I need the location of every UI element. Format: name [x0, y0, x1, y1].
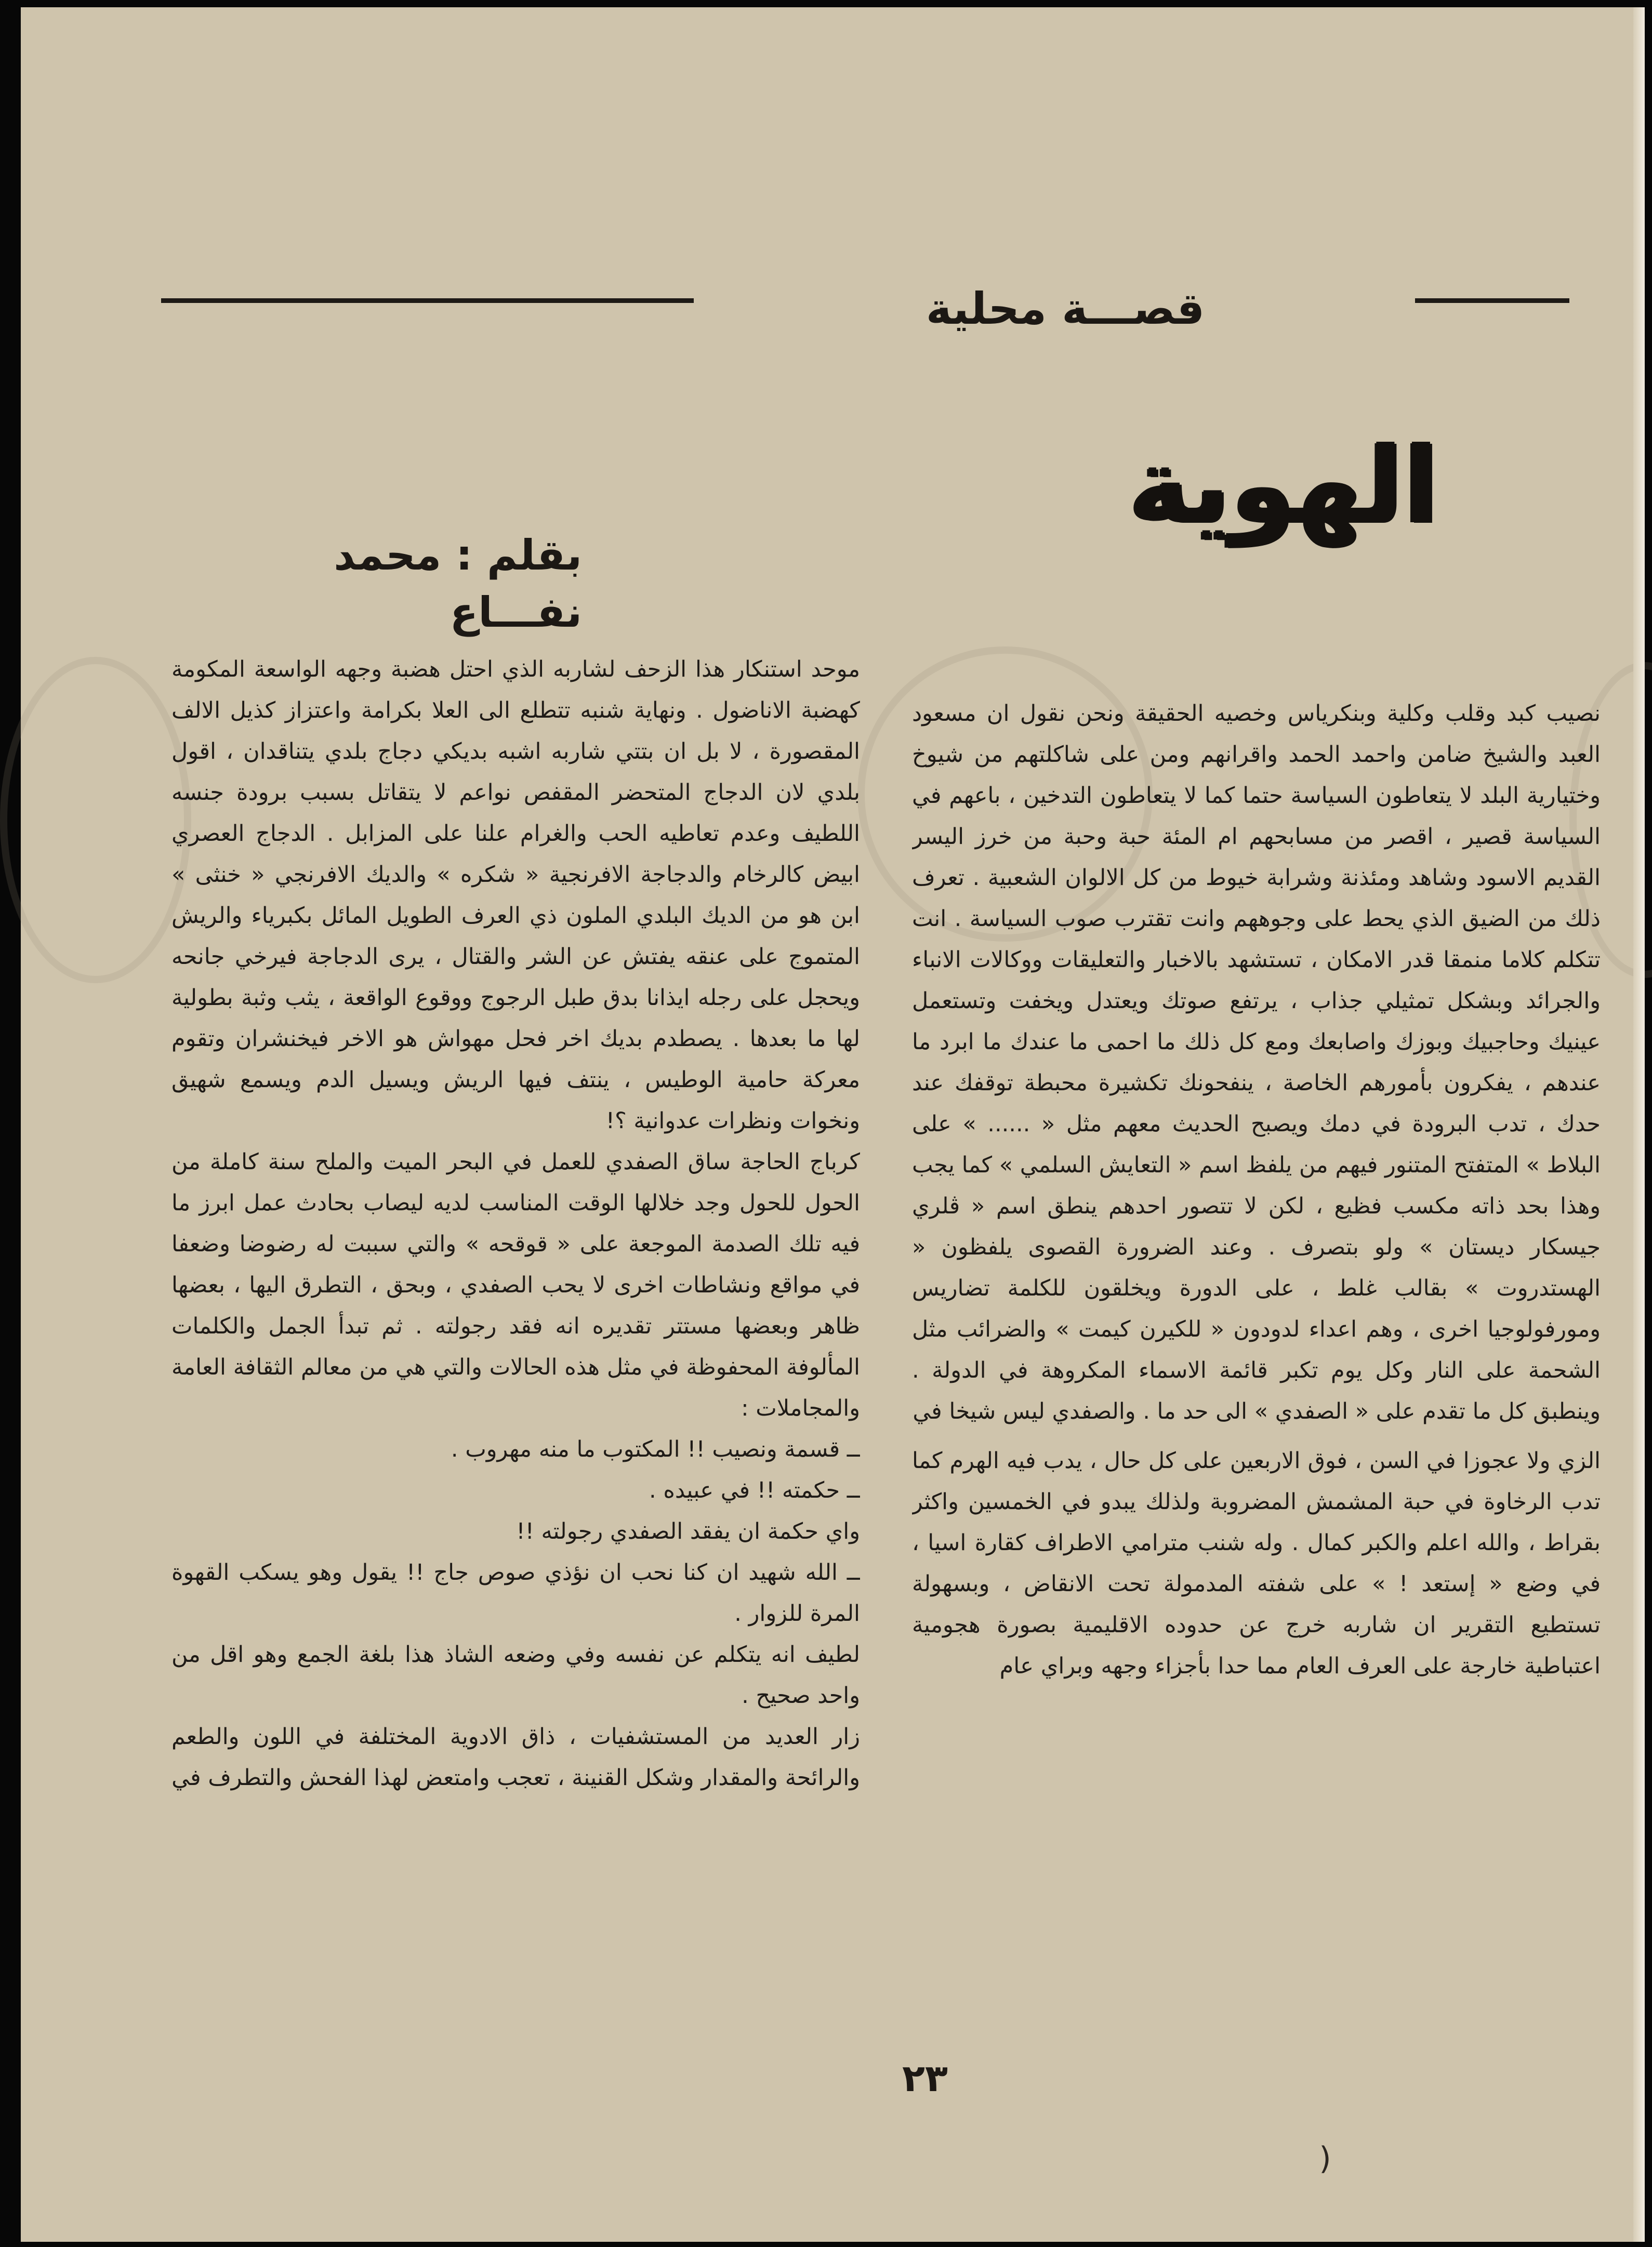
article-column-right: [912, 693, 1601, 2024]
article-title: الهوية: [1128, 425, 1439, 546]
dialogue-line: ــ قسمة ونصيب !! المكتوب ما منه مهروب .: [451, 1436, 860, 1462]
author-byline: بقلم : محمد نفـــاع: [334, 531, 582, 637]
dialogue-line: ــ حكمته !! في عبيده .: [649, 1477, 860, 1503]
article-column-left: [171, 649, 860, 2026]
paragraph: كرباج الحاجة ساق الصفدي للعمل في البحر الميت والملح سنة كاملة من الحول للحول وجد خلالها الوقت المناسب لديه ليصاب بحادث عمل ابرز ما فيه تلك الصدمة الموجعة على « قوقحه » والتي سببت له رضوضا وضعفا في مواقع ونشاطات اخرى لا يحب الصفدي ، وبحق ، التطرق اليها ، بعضها ظاهر وبعضها مستتر تقديره انه فقد رجولته . ثم تبدأ الجمل والكلمات المألوفة المحفوظة في مثل هذه الحالات والتي هي من معالم الثقافة العامة والمجاملات :: [171, 1149, 860, 1421]
header-rule-right: [1415, 298, 1569, 303]
dialogue-line: واي حكمة ان يفقد الصفدي رجولته !!: [516, 1518, 860, 1544]
header-rule-left: [161, 298, 694, 303]
dialogue-line: ــ الله شهيد ان كنا نحب ان نؤذي صوص جاج !! يقول وهو يسكب القهوة المرة للزوار .: [171, 1559, 860, 1627]
paragraph: الزي ولا عجوزا في السن ، فوق الاربعين على كل حال ، يدب فيه الهرم كما تدب الرخاوة في حبة المشمش المضروبة ولذلك يبدو في الخمسين واكثر بقراط ، والله اعلم والكبر كمال . وله شنب مترامي الاطراف كقارة اسيا ، في وضع « إستعد ! » على شفته المدمولة تحت الانقاض ، وبسهولة تستطيع التقرير ان شاربه خرج عن حدوده الاقليمية بصورة هجومية اعتباطية خارجة على العرف العام مما حدا بأجزاء وجهه وبراي عام: [912, 1448, 1601, 1679]
page-edge: [1633, 7, 1645, 2242]
paragraph: نصيب كبد وقلب وكلية وبنكرياس وخصيه الحقيقة ونحن نقول ان مسعود العبد والشيخ ضامن واحمد الحمد واقرانهم ومن على شاكلتهم من شيوخ وختيارية البلد لا يتعاطون السياسة حتما كما لا يتعاطون التدخين ، باعهم في السياسة قصير ، اقصر من مسابحهم ام المئة حبة وحبة من خرز اليسر القديم الاسود وشاهد ومئذنة وشرابة خيوط من كل الالوان الشعبية . تعرف ذلك من الضيق الذي يحط على وجوههم وانت تقترب صوب السياسة . انت تتكلم كلاما منمقا قدر الامكان ، تستشهد بالاخبار والتعليقات ووكالات الانباء والجرائد وبشكل تمثيلي جذاب ، يرتفع صوتك ويعتدل ويخفت وتستعمل عينيك وحاجبيك وبوزك واصابعك ومع كل ذلك ما احمى ما عندك ما ابرد ما عندهم ، يفكرون بأمورهم الخاصة ، ينفحونك تكشيرة محبطة توقفك عند حدك ، تدب البرودة في دمك ويصبح الحديث معهم مثل « ...... » على البلاط » المتفتح المتنور فيهم من يلفظ اسم « التعايش السلمي » كما يجب وهذا بحد ذاته مكسب فظيع ، لكن لا تتصور احدهم ينطق اسم « ڤلري جيسكار ديستان » ولو بتصرف . وعند الضرورة القصوى يلفظون « الهستدروت » بقالب غلط ، على الدورة ويخلقون للكلمة تضاريس ومورفولوجيا اخرى ، وهم اعداء لدودون « للكيرن كيمت » والضرائب مثل الشحمة على النار وكل يوم تكبر قائمة الاسماء المكروهة في الدولة . وينطبق كل ما تقدم على « الصفدي » الى حد ما . والصفدي ليس شيخا في: [912, 700, 1601, 1424]
paragraph: زار العديد من المستشفيات ، ذاق الادوية المختلفة في اللون والطعم والرائحة والمقدار وشكل القنينة ، تعجب وامتعض لهذا الفحش والتطرف في: [171, 1724, 860, 1791]
magazine-page: [21, 7, 1645, 2242]
paragraph: لطيف انه يتكلم عن نفسه وفي وضعه الشاذ هذا بلغة الجمع وهو اقل من واحد صحيح .: [171, 1642, 860, 1709]
paragraph: موحد استنكار هذا الزحف لشاربه الذي احتل هضبة وجهه الواسعة المكومة كهضبة الاناضول . ونهاية شنبه تتطلع الى العلا بكرامة واعتزاز كذيل الالف المقصورة ، لا بل ان بتتي شاربه اشبه بديكي دجاج بلدي يتناقدان ، اقول بلدي لان الدجاج المتحضر المقفص نواعم لا يتقاتل بسبب برودة جنسه اللطيف وعدم تعاطيه الحب والغرام علنا على المزابل . الدجاج العصري ابيض كالرخام والدجاجة الافرنجية « شكره » والديك الافرنجي « خنثى » ابن هو من الديك البلدي الملون ذي العرف الطويل المائل بكبرياء والريش المتموج على عنقه يفتش عن الشر والقتال ، يرى الدجاجة فيرخي جانحه ويحجل على رجله ايذانا بدق طبل الرجوج ووقوع الواقعة ، يثب وثبة بطولية لها ما بعدها . يصطدم بديك اخر فحل مهواش هو الاخر فيخنشران وتقوم معركة حامية الوطيس ، ينتف فيها الريش ويسيل الدم ويسمع شهيق ونخوات ونظرات عدوانية ؟!: [171, 656, 860, 1134]
section-label: قصـــة محلية: [926, 283, 1205, 334]
paper-stain: [0, 657, 191, 983]
corner-mark: ): [1319, 2140, 1331, 2177]
page-number: ٢٣: [902, 2056, 948, 2100]
